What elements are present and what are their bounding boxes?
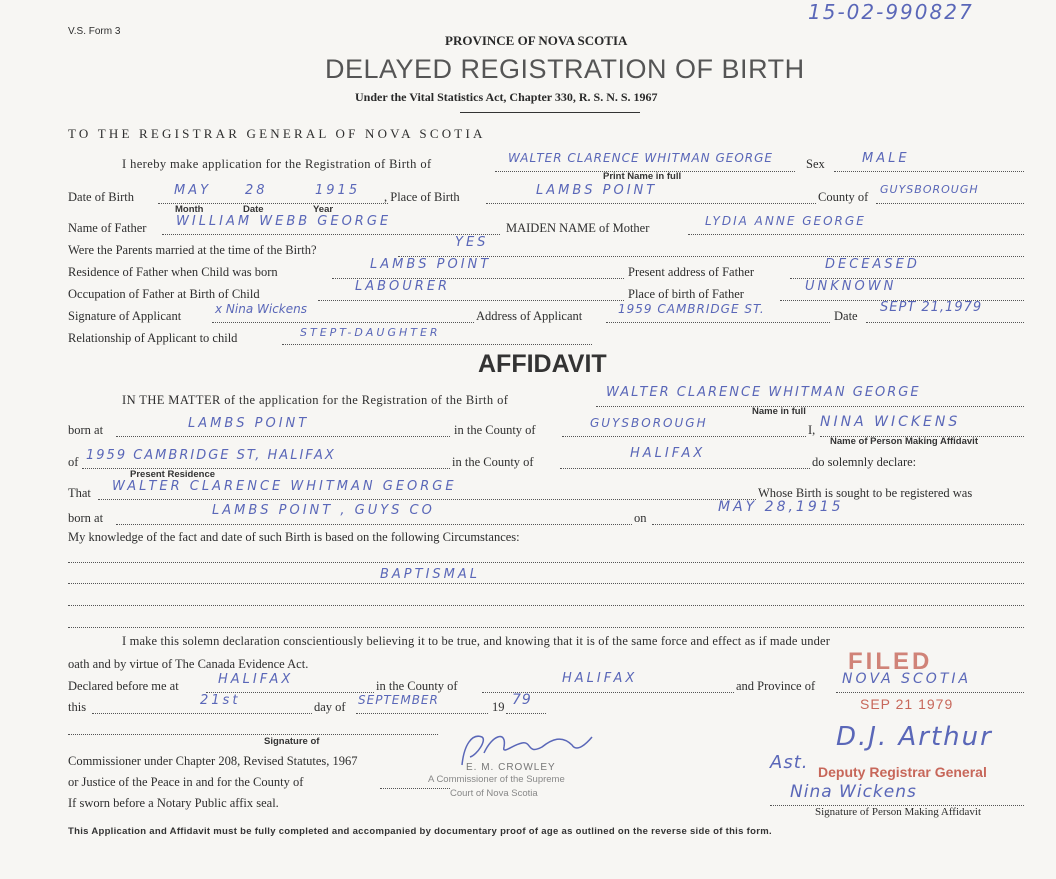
- occupation-label: Occupation of Father at Birth of Child: [68, 287, 260, 301]
- born-at-label-2: born at: [68, 511, 104, 525]
- residence-field[interactable]: LAMBS POINT: [370, 257, 492, 272]
- county-label-3: in the County of: [452, 455, 534, 469]
- born-at-field-2[interactable]: LAMBS POINT , GUYS CO: [212, 503, 435, 518]
- relationship-field[interactable]: STEPT-DAUGHTER: [300, 326, 441, 339]
- father-pob-field[interactable]: UNKNOWN: [805, 279, 897, 294]
- in-county-label: in the County of: [376, 679, 458, 693]
- applicant-sig-label: Signature of Applicant: [68, 309, 182, 323]
- deputy-registrar-stamp: Deputy Registrar General: [818, 764, 987, 780]
- file-number: 15-02-990827: [808, 0, 974, 24]
- county-label: County of: [818, 190, 869, 204]
- applicant-signature[interactable]: x Nina Wickens: [215, 302, 307, 316]
- affiant-hint: Name of Person Making Affidavit: [830, 436, 978, 447]
- residence-label: Residence of Father when Child was born: [68, 265, 278, 279]
- date-field[interactable]: SEPT 21,1979: [880, 300, 983, 315]
- i-label: I,: [808, 423, 816, 437]
- declared-county-field[interactable]: HALIFAX: [562, 671, 638, 686]
- year-hint: Year: [313, 204, 334, 215]
- pob-label: , Place of Birth: [384, 190, 460, 204]
- present-address-field[interactable]: DECEASED: [825, 257, 920, 272]
- declared-at-field[interactable]: HALIFAX: [218, 672, 294, 687]
- asst-label: Ast.: [770, 752, 809, 773]
- sex-label: Sex: [806, 157, 825, 171]
- dob-label: Date of Birth: [68, 190, 134, 204]
- title-rule: [460, 112, 640, 113]
- notary-label: If sworn before a Notary Public affix seal.: [68, 796, 279, 810]
- county-field-2[interactable]: HALIFAX: [630, 446, 706, 461]
- mother-field[interactable]: LYDIA ANNE GEORGE: [705, 214, 866, 228]
- addressee: TO THE REGISTRAR GENERAL OF NOVA SCOTIA: [68, 126, 486, 141]
- applicant-address-field[interactable]: 1959 CAMBRIDGE ST.: [618, 302, 765, 316]
- whose-label: Whose Birth is sought to be registered was: [758, 486, 973, 500]
- day-of-label: day of: [314, 700, 346, 714]
- circumstance-field[interactable]: BAPTISMAL: [380, 567, 481, 582]
- stamp-name: E. M. CROWLEY: [466, 762, 556, 773]
- commissioner-label: Commissioner under Chapter 208, Revised Statutes, 1967: [68, 754, 358, 768]
- father-field[interactable]: WILLIAM WEBB GEORGE: [176, 214, 392, 229]
- date-label: Date: [834, 309, 858, 323]
- affidavit-county-field[interactable]: GUYSBOROUGH: [590, 416, 708, 430]
- child-name-field[interactable]: WALTER CLARENCE WHITMAN GEORGE: [508, 151, 774, 165]
- year-prefix: 19: [492, 700, 505, 714]
- declared-label: Declared before me at: [68, 679, 179, 693]
- affiant-signature: Nina Wickens: [790, 782, 917, 802]
- relationship-label: Relationship of Applicant to child: [68, 331, 238, 345]
- form-number: V.S. Form 3: [68, 26, 121, 37]
- affidavit-heading: AFFIDAVIT: [478, 350, 607, 378]
- present-address-label: Present address of Father: [628, 265, 755, 279]
- print-hint: Print Name in full: [603, 171, 682, 182]
- married-field[interactable]: YES: [455, 235, 489, 250]
- county-label-2: in the County of: [454, 423, 536, 437]
- married-label: Were the Parents married at the time of the Birth?: [68, 243, 317, 257]
- applicant-address-label: Address of Applicant: [476, 309, 583, 323]
- footer-note: This Application and Affidavit must be fully completed and accompanied by documentary proof of age as outlined on the reverse side of this form.: [68, 826, 772, 837]
- occupation-field[interactable]: LABOURER: [355, 279, 451, 294]
- born-at-field[interactable]: LAMBS POINT: [188, 416, 310, 431]
- day-field[interactable]: 21st: [200, 693, 241, 708]
- father-pob-label: Place of birth of Father: [628, 287, 744, 301]
- solemn-line-1: I make this solemn declaration conscientiously believing it to be true, and knowing that it is of the same force and effect as if made under: [122, 634, 831, 648]
- affidavit-name-field[interactable]: WALTER CLARENCE WHITMAN GEORGE: [606, 385, 921, 400]
- province-field[interactable]: NOVA SCOTIA: [842, 671, 972, 687]
- affiant-sig-label: Signature of Person Making Affidavit: [815, 806, 981, 818]
- that-label: That: [68, 486, 91, 500]
- declare-label: do solemnly declare:: [812, 455, 917, 469]
- solemn-line-2: oath and by virtue of The Canada Evidence Act.: [68, 657, 309, 671]
- on-label: on: [634, 511, 647, 525]
- justice-label: or Justice of the Peace in and for the County of: [68, 775, 304, 789]
- residence-field-2[interactable]: 1959 CAMBRIDGE ST, HALIFAX: [86, 448, 336, 463]
- dob-month-field[interactable]: MAY: [174, 183, 212, 198]
- name-hint: Name in full: [752, 406, 806, 417]
- registrar-signature: D.J. Arthur: [836, 722, 993, 752]
- filed-stamp: FILED: [848, 648, 933, 675]
- month-field[interactable]: SEPTEMBER: [358, 693, 439, 707]
- month-hint: Month: [175, 204, 204, 215]
- that-name-field[interactable]: WALTER CLARENCE WHITMAN GEORGE: [112, 479, 457, 494]
- stamp-line-1: A Commissioner of the Supreme: [428, 774, 565, 785]
- date-hint: Date: [243, 204, 264, 215]
- county-field[interactable]: GUYSBOROUGH: [880, 183, 979, 196]
- intro-label: I hereby make application for the Registration of Birth of: [122, 157, 432, 171]
- born-at-label: born at: [68, 423, 104, 437]
- on-date-field[interactable]: MAY 28,1915: [718, 499, 844, 515]
- province-label: and Province of: [736, 679, 816, 693]
- province-heading: PROVINCE OF NOVA SCOTIA: [445, 33, 628, 48]
- dob-year-field[interactable]: 1915: [315, 183, 361, 198]
- mother-label: MAIDEN NAME of Mother: [506, 221, 650, 235]
- signature-of-label: Signature of: [264, 736, 320, 747]
- dob-day-field[interactable]: 28: [245, 183, 268, 198]
- filed-date-stamp: SEP 21 1979: [860, 696, 954, 712]
- of-label: of: [68, 455, 79, 469]
- knowledge-label: My knowledge of the fact and date of such Birth is based on the following Circumstances:: [68, 530, 520, 544]
- form-subtitle: Under the Vital Statistics Act, Chapter 330, R. S. N. S. 1967: [355, 90, 658, 104]
- affiant-field[interactable]: NINA WICKENS: [820, 414, 961, 430]
- year-field[interactable]: 79: [512, 692, 532, 708]
- pob-field[interactable]: LAMBS POINT: [536, 183, 658, 198]
- father-label: Name of Father: [68, 221, 147, 235]
- stamp-line-2: Court of Nova Scotia: [450, 788, 538, 799]
- residence-hint: Present Residence: [130, 469, 216, 480]
- form-title: DELAYED REGISTRATION OF BIRTH: [325, 54, 805, 84]
- matter-label: IN THE MATTER of the application for the Registration of the Birth of: [122, 393, 509, 407]
- this-label: this: [68, 700, 87, 714]
- sex-field[interactable]: MALE: [862, 151, 910, 166]
